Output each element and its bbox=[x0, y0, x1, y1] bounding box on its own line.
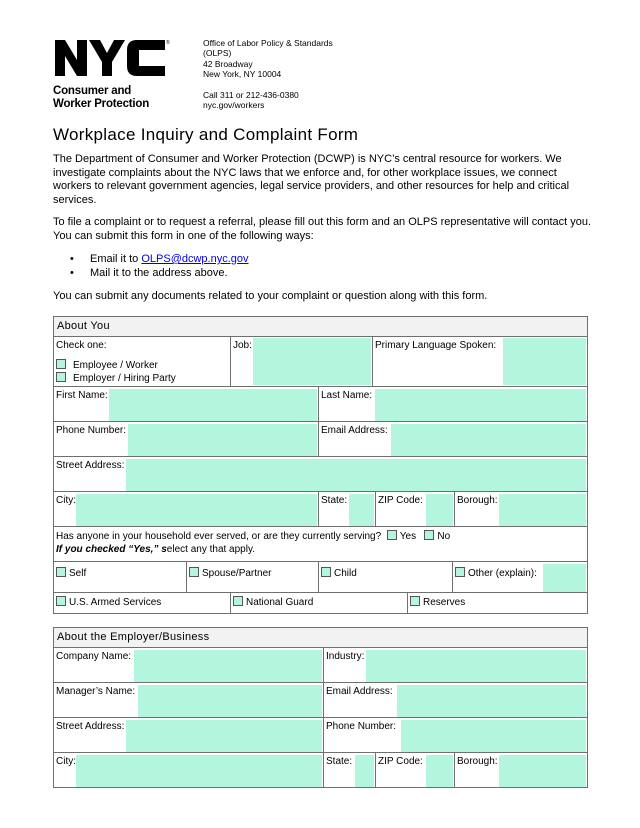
employer-state-label: State: bbox=[326, 756, 353, 767]
armed-label: U.S. Armed Services bbox=[69, 597, 162, 608]
guard-label: National Guard bbox=[246, 597, 314, 608]
employee-checkbox[interactable] bbox=[56, 359, 66, 369]
contact-website: nyc.gov/workers bbox=[203, 100, 265, 111]
borough-input[interactable] bbox=[499, 494, 586, 526]
email-link[interactable]: OLPS@dcwp.nyc.gov bbox=[141, 253, 249, 265]
spouse-label: Spouse/Partner bbox=[202, 568, 272, 579]
documents-note: You can submit any documents related to your complaint or question along with this form. bbox=[53, 290, 488, 302]
manager-input[interactable] bbox=[138, 685, 322, 717]
child-checkbox[interactable] bbox=[321, 567, 331, 577]
employer-zip-label: ZIP Code: bbox=[378, 756, 423, 767]
intro-paragraph: The Department of Consumer and Worker Protection (DCWP) is NYC’s central resource for workers. We investigate complaints about the NYC laws that we enforce and, for other workplace issues, we connect workers to relevant government agencies, legal service providers, and other resources for help and critical services. bbox=[53, 153, 570, 206]
employer-heading: About the Employer/Business bbox=[53, 627, 588, 648]
spouse-cell bbox=[186, 561, 319, 593]
method-mail: • Mail it to the address above. bbox=[70, 267, 249, 281]
company-input[interactable] bbox=[134, 650, 322, 682]
method-email: • Email it to OLPS@dcwp.nyc.gov bbox=[70, 253, 249, 267]
reserves-label: Reserves bbox=[423, 597, 466, 608]
spouse-checkbox[interactable] bbox=[189, 567, 199, 577]
served-yes-label: Yes bbox=[399, 531, 417, 542]
served-cell bbox=[53, 526, 588, 562]
served-question: Has anyone in your household ever served, or are they currently serving? bbox=[56, 531, 382, 542]
employer-phone-input[interactable] bbox=[401, 720, 586, 752]
other-checkbox[interactable] bbox=[455, 567, 465, 577]
office-line: (OLPS) bbox=[203, 48, 232, 59]
employer-borough-label: Borough: bbox=[457, 756, 498, 767]
state-label: State: bbox=[321, 495, 348, 506]
language-input[interactable] bbox=[503, 338, 586, 385]
street-input[interactable] bbox=[126, 459, 586, 491]
phone-label: Phone Number: bbox=[56, 425, 127, 436]
child-cell bbox=[318, 561, 453, 593]
employer-email-input[interactable] bbox=[397, 685, 586, 717]
office-line: 42 Broadway bbox=[203, 58, 253, 69]
last-name-label: Last Name: bbox=[321, 390, 373, 401]
language-label: Primary Language Spoken: bbox=[375, 340, 497, 351]
self-cell bbox=[53, 561, 187, 593]
company-label: Company Name: bbox=[56, 651, 132, 662]
manager-label: Manager’s Name: bbox=[56, 686, 136, 697]
state-input[interactable] bbox=[349, 494, 374, 526]
check-one-label: Check one: bbox=[56, 340, 107, 351]
other-label: Other (explain): bbox=[468, 568, 537, 579]
reserves-checkbox[interactable] bbox=[410, 596, 420, 606]
employee-label: Employee / Worker bbox=[73, 360, 158, 371]
check-one-cell bbox=[53, 336, 231, 387]
self-checkbox[interactable] bbox=[56, 567, 66, 577]
employer-city-input[interactable] bbox=[76, 755, 322, 787]
guard-checkbox[interactable] bbox=[233, 596, 243, 606]
zip-input[interactable] bbox=[426, 494, 453, 526]
employer-state-input[interactable] bbox=[355, 755, 374, 787]
office-line: Office of Labor Policy & Standards bbox=[203, 38, 333, 48]
submit-methods bbox=[70, 253, 249, 281]
logo-subtitle-2: Worker Protection bbox=[53, 98, 150, 110]
armed-checkbox[interactable] bbox=[56, 596, 66, 606]
child-label: Child bbox=[334, 568, 357, 579]
employer-street-label: Street Address: bbox=[56, 721, 125, 732]
first-name-input[interactable] bbox=[109, 389, 317, 421]
other-explain-input[interactable] bbox=[543, 564, 586, 592]
guard-cell bbox=[230, 592, 408, 614]
office-address bbox=[203, 38, 333, 110]
employer-zip-input[interactable] bbox=[426, 755, 453, 787]
city-label: City: bbox=[56, 495, 76, 506]
logo-subtitle-1: Consumer and bbox=[53, 85, 132, 97]
street-label: Street Address: bbox=[56, 460, 125, 471]
if-checked-rest: elect any that apply. bbox=[166, 544, 255, 555]
industry-label: Industry: bbox=[326, 651, 365, 662]
employer-borough-input[interactable] bbox=[499, 755, 586, 787]
served-no-label: No bbox=[437, 531, 451, 542]
instructions-paragraph: To file a complaint or to request a referral, please fill out this form and an OLPS representative will contact you. You can submit this form in one of the following ways: bbox=[53, 216, 592, 242]
reserves-cell bbox=[407, 592, 588, 614]
job-input[interactable] bbox=[253, 338, 371, 385]
email-input[interactable] bbox=[391, 424, 586, 456]
employer-label: Employer / Hiring Party bbox=[73, 373, 176, 384]
svg-text:®: ® bbox=[166, 40, 170, 46]
if-checked-bold: If you checked “Yes,” s bbox=[56, 544, 167, 555]
armed-cell bbox=[53, 592, 231, 614]
employer-city-label: City: bbox=[56, 756, 76, 767]
contact-phone: Call 311 or 212-436-0380 bbox=[203, 89, 299, 100]
employer-phone-label: Phone Number: bbox=[326, 721, 397, 732]
self-label: Self bbox=[69, 568, 87, 579]
first-name-label: First Name: bbox=[56, 390, 108, 401]
job-label: Job: bbox=[233, 340, 252, 351]
phone-input[interactable] bbox=[128, 424, 317, 456]
borough-label: Borough: bbox=[457, 495, 498, 506]
last-name-input[interactable] bbox=[375, 389, 586, 421]
employer-email-label: Email Address: bbox=[326, 686, 393, 697]
city-input[interactable] bbox=[76, 494, 317, 526]
zip-label: ZIP Code: bbox=[378, 495, 423, 506]
served-no-checkbox[interactable] bbox=[424, 530, 434, 540]
email-label: Email Address: bbox=[321, 425, 388, 436]
employer-checkbox[interactable] bbox=[56, 372, 66, 382]
page-title: Workplace Inquiry and Complaint Form bbox=[53, 125, 359, 144]
industry-input[interactable] bbox=[366, 650, 586, 682]
employer-street-input[interactable] bbox=[126, 720, 322, 752]
about-you-heading: About You bbox=[53, 316, 588, 337]
served-yes-checkbox[interactable] bbox=[387, 530, 397, 540]
office-line: New York, NY 10004 bbox=[203, 69, 282, 80]
nyc-logo bbox=[53, 38, 171, 108]
nyc-logo-mark bbox=[53, 38, 171, 80]
